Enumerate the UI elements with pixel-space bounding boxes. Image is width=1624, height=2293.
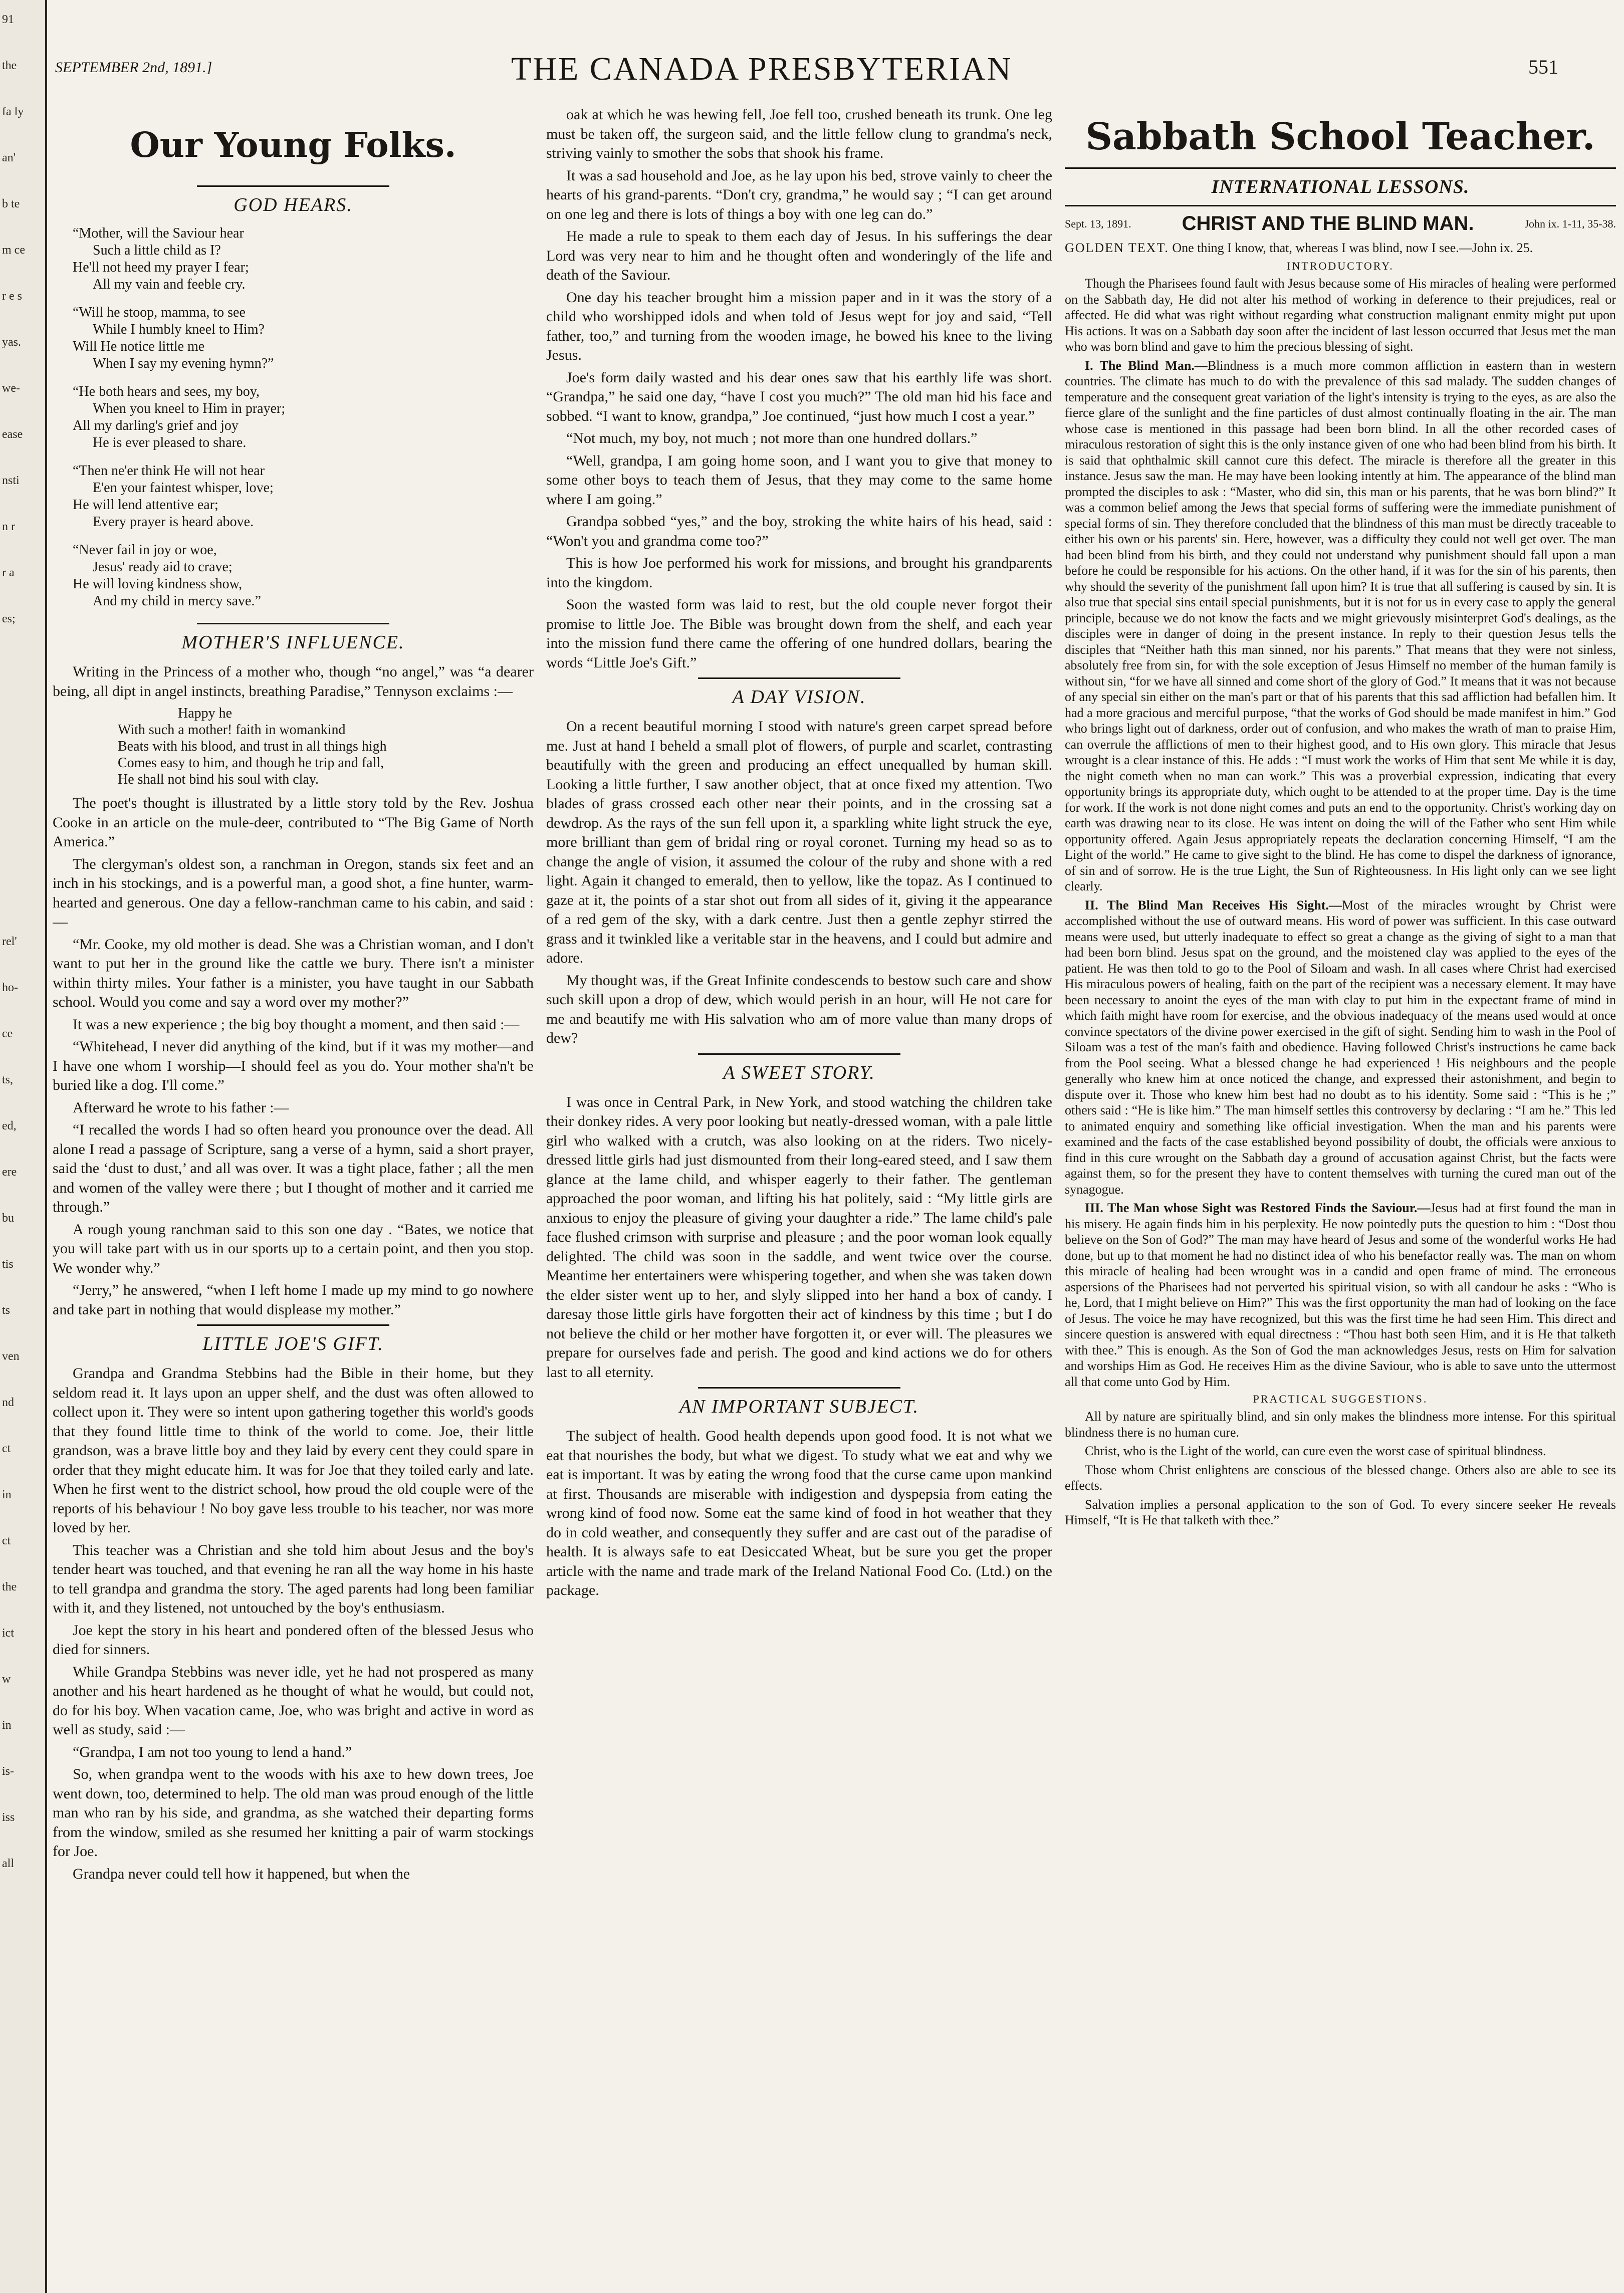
article-paragraph: On a recent beautiful morning I stood with nature's green carpet spread before me. Just at hand I beheld a small plot of flowers, of purple and scarlet, contrasting beautifully with the green and producing an effect unequalled by human skill. Looking a little further, I saw another object, that at once fixed my attention. Two blades of grass crossed each other near their points, and in the crossing sat a dewdrop. As the rays of the sun fell upon it, a sparkling white light struck the eye, more brilliant than gem of bridal ring or royal coronet. Turning my head so as to change the angle of vision, it assumed the colour of the ruby and shone with a red light. Again it changed to emerald, then to yellow, like the topaz. As I continued to gaze at it, the points of a star shot out from all sides of it, giving it the appearance of a red gem of the sky, with a dark centre. Just then a gentle zephyr stirred the grass and it twinkled like a veritable star in the heavens, and I could but admire and adore.	[546, 718, 1052, 966]
article-paragraph: I was once in Central Park, in New York, and stood watching the children take their donkey rides. A very poor looking but neatly-dressed woman, with a pale little girl who walked with a crutch, was also looking on at the riders. Two nicely-dressed little girls had just dismounted from their long-eared steed, and I saw them glance at the lame child, and whisper eagerly to their father. The gentleman approached the poor woman, and lifting his hat politely, said : “My little girls are anxious to enjoy the pleasure of giving your daughter a ride.” The lame child's pale face flushed crimson with surprise and pleasure ; and the poor woman look equally delighted. The child was soon in the saddle, and went twice over the course. Meantime her entertainers were whispering together, and when she was taken down the elder sister went up to her, and slyly slipped into her hand a box of candy. I daresay those little girls have forgotten their act of kindness by this time ; but I do not believe the child or her mother have forgotten it, or ever will. The pleasures we prepare for ourselves fade and perish. The good and kind actions we do for others last to all eternity.	[546, 1093, 1052, 1381]
article-paragraph: The subject of health. Good health depends upon good food. It is not what we eat that nourishes the body, but what we digest. To study what we eat and why we eat is important. It was by eating the wrong food that the curse came upon mankind at first. Thousands are miserable with indigestion and dyspepsia from eating the wrong kind of food now. Some eat the same kind of food in hot weather that they do in cold weather, and consequently they suffer and are cast out of the paradise of health. It is always safe to eat Desiccated Wheat, but be sure you get the proper article with the name and trade mark of the Ireland National Food Co. (Ltd.) on the package.	[546, 1428, 1052, 1598]
quote-line: Happy he	[178, 706, 233, 721]
article-paragraph: All by nature are spiritually blind, and sin only makes the blindness more intense. For this spiritual blindness there is no human cure.	[1065, 1409, 1616, 1440]
poem-title: GOD HEARS.	[234, 194, 353, 215]
adjacent-page-edge	[0, 0, 47, 2293]
lesson-section	[1065, 358, 1616, 894]
article-paragraph: One day his teacher brought him a mission paper and in it was the story of a child who worshipped idols and when told of Jesus wept for joy and said, “Tell father, too,” and turning from the wooden image, he bowed his knee to the living Jesus.	[546, 289, 1052, 363]
edge-text-fragment: rel'	[2, 935, 17, 948]
article-title-day-vision: A DAY VISION.	[732, 686, 866, 708]
edge-text-fragment: tis	[2, 1258, 14, 1271]
day-vision-body	[546, 717, 1052, 1048]
edge-text-fragment: ere	[2, 1166, 17, 1179]
article-paragraph: “Mr. Cooke, my old mother is dead. She was a Christian woman, and I don't want to put her in the ground like the cattle we bury. There isn't a minister within thirty miles. Your father is a minister, you have taught in our Sabbath school. Would you come and say a word over my mother?”	[53, 936, 534, 1010]
poem-line: “Mother, will the Saviour hear	[73, 225, 244, 241]
poem-line: “Never fail in joy or woe,	[73, 542, 217, 558]
article-paragraph: Joe kept the story in his heart and pondered often of the blessed Jesus who died for sinners.	[53, 1622, 534, 1658]
divider	[698, 1387, 900, 1389]
article-paragraph: Soon the wasted form was laid to rest, but the old couple never forgot their promise to little Joe. The Bible was brought down from the shelf, and each year into the mission fund there came the offering of one hundred dollars, bearing the words “Little Joe's Gift.”	[546, 596, 1052, 671]
lesson-section	[1065, 897, 1616, 1198]
poem-stanza	[73, 383, 534, 451]
edge-text-fragment: r e s	[2, 290, 22, 303]
article-paragraph: Christ, who is the Light of the world, can cure even the worst case of spiritual blindness.	[1085, 1444, 1546, 1458]
practical-suggestions-body	[1065, 1409, 1616, 1528]
column-right	[1065, 115, 1616, 2285]
article-paragraph: It was a sad household and Joe, as he lay upon his bed, strove vainly to cheer the hearts of his grand-parents. “Don't cry, grandma,” he would say ; “I can get around on one leg and there is lots of things a boy with one leg can do.”	[546, 167, 1052, 222]
sweet-story-body	[546, 1093, 1052, 1383]
lesson-section	[1065, 1200, 1616, 1390]
edge-text-fragment: all	[2, 1857, 14, 1870]
international-lessons-heading: INTERNATIONAL LESSONS.	[1211, 176, 1470, 197]
article-paragraph: “Well, grandpa, I am going home soon, and I want you to give that money to some other boys to teach them of Jesus, that they may come to the same home where I am going.”	[546, 452, 1052, 508]
edge-text-fragment: ease	[2, 428, 23, 441]
article-paragraph: “Grandpa, I am not too young to lend a hand.”	[73, 1743, 352, 1760]
poem-line: “Will he stoop, mamma, to see	[73, 305, 246, 320]
page-number: 551	[1528, 56, 1558, 78]
article-paragraph: This is how Joe performed his work for missions, and brought his grandparents into the kingdom.	[546, 555, 1052, 591]
article-paragraph: Joe's form daily wasted and his dear ones saw that his earthly life was short. “Grandpa,” he said one day, “have I cost you much?” The old man hid his face and sobbed. “I want to know, grandpa,” Joe continued, “just how much I cost a year.”	[546, 369, 1052, 424]
poem-line: When you kneel to Him in prayer;	[93, 401, 286, 416]
edge-text-fragment: the	[2, 59, 17, 72]
article-paragraph: A rough young ranchman said to this son one day . “Bates, we notice that you will take part with us in our sports up to a certain point, and then you stop. We wonder why.”	[53, 1221, 534, 1276]
edge-text-fragment: ho-	[2, 981, 18, 994]
edge-text-fragment: the	[2, 1580, 17, 1593]
golden-text-label: GOLDEN TEXT.	[1065, 241, 1169, 255]
quote-line: He shall not bind his soul with clay.	[118, 772, 319, 787]
poem-line: Will He notice little me	[73, 339, 205, 354]
poem-stanza	[73, 225, 534, 293]
edge-text-fragment: bu	[2, 1212, 14, 1225]
poem-line: While I humbly kneel to Him?	[93, 322, 265, 337]
introductory-label: INTRODUCTORY.	[1287, 260, 1394, 272]
edge-text-fragment: n r	[2, 520, 15, 533]
edge-text-fragment: ct	[2, 1442, 11, 1455]
divider	[698, 1053, 900, 1055]
divider	[1065, 167, 1616, 169]
golden-text	[1065, 240, 1616, 256]
quote-line: Beats with his blood, and trust in all things high	[118, 739, 387, 754]
lesson-section-text: Blindness is a much more common affliction in eastern than in western countries. The climate has much to do with the prevalence of this sad malady. The sudden changes of temperature and the consequent great variation of the light's intensity is trying to the eyes, as are also the fierce glare of the sunlight and the fine particles of dust almost continually floating in the air. The man whose case is mentioned in this passage had been born blind. In all the other recorded cases of miraculous restoration of sight this is the only instance given of one who had been blind from his birth. It is said that ophthalmic skill cannot cure this defect. The miracle is therefore all the greater in this instance. Jesus saw the man. He may have been looking intently at him. The appearance of the blind man prompted the disciples to ask : “Master, who did sin, this man or his parents, that he was born blind?” It was a common belief among the Jews that special forms of suffering were the immediate punishment of special forms of sin. They therefore concluded that the blindness of this man must be directly traceable to either his own or his parents' sin. Here, however, was a difficulty they could not well get over. The man had been blind from his birth, and they could not understand why punishment should fall upon a man before he could be responsible for his actions. On the other hand, if it was for the sin of his parents, then why should the severity of the punishment fall upon him? It is true that all suffering is caused by sin. It is also true that special sins entail special punishments, but it is not for us in every case to apply the general principle, because we do not know the facts and we might grievously misinterpret God's dealings, as the disciples were in danger of doing in the present instance. In reply to their question Jesus tells the disciples that “Neither hath this man sinned, nor his parents.” That means that they were not sinless, absolutely free from sin, for with the sole exception of Jesus Himself no member of the human family is without sin, “for we have all sinned and come short of the glory of God.” It means that it was not because of any special sin either on the man's part or that of his parents that this sad affliction had befallen him. It had a more gracious and merciful purpose, “that the works of God should be made manifest in him.” God who brings light out of darkness, order out of confusion, and who makes the wrath of man to praise Him, can overrule the afflictions of men to their highest good, and to His own glory. This miracle that Jesus wrought is a clear instance of this. He adds : “I must work the works of Him that sent Me while it is day, the night cometh when no man can work.” This was a proverbial expression, indicating that every opportunity brings its appropriate duty, which ought to be attended to at the proper time. Day is the time for work. If the work is not done night comes and puts an end to the opportunity. Christ's working day on earth was drawing near to its close. He was intent on doing the will of the Father who sent Him while opportunity offered. Again Jesus appropriately repeats the declaration concerning Himself, “I am the Light of the world.” He came to give sight to the blind. He has come to dispel the darkness of ignorance, of sin and of sorrow. He is the true Light, the Sun of Righteousness. In His light only can we see light clearly.	[1065, 358, 1616, 893]
article-paragraph: Writing in the Princess of a mother who, though “no angel,” was “a dearer being, all dipt in angel instincts, breathing Paradise,” Tennyson exclaims :—	[53, 663, 534, 700]
poem-stanza	[73, 463, 534, 531]
important-subject-body	[546, 1427, 1052, 1600]
column-left	[53, 115, 534, 2285]
article-title-sweet-story: A SWEET STORY.	[723, 1062, 875, 1083]
article-title-important-subject: AN IMPORTANT SUBJECT.	[679, 1396, 919, 1417]
introductory-paragraph: Though the Pharisees found fault with Jesus because some of His miracles of healing were performed on the Sabbath day, He did not alter his method of working in deference to their prejudices, real or affected. He did what was right without regarding what construction malignant enmity might put upon His actions. It was on a Sabbath day soon after the incident of last lesson occurred that Jesus met the man who was born blind and gave to him the precious blessing of sight.	[1065, 276, 1616, 354]
article-paragraph: The poet's thought is illustrated by a little story told by the Rev. Joshua Cooke in an article on the mule-deer, contributed to “The Big Game of North America.”	[53, 795, 534, 850]
edge-text-fragment: ts	[2, 1304, 11, 1317]
edge-text-fragment: ts,	[2, 1073, 14, 1086]
poem-line: All my vain and feeble cry.	[93, 277, 246, 292]
divider	[197, 185, 389, 187]
edge-text-fragment: m ce	[2, 244, 25, 257]
section-heading-young-folks: Our Young Folks.	[130, 125, 456, 165]
article-paragraph: “Jerry,” he answered, “when I left home I made up my mind to go nowhere and take part in nothing that would displease my mother.”	[53, 1282, 534, 1318]
edge-text-fragment: es;	[2, 612, 16, 625]
article-paragraph: He made a rule to speak to them each day of Jesus. In his sufferings the dear Lord was very near to him and he thought often and wonderingly of the life and death of the Saviour.	[546, 228, 1052, 283]
divider	[197, 1324, 389, 1326]
article-paragraph: This teacher was a Christian and she told him about Jesus and the boy's tender heart was touched, and that evening he ran all the way home in his haste to tell grandpa and grandma the story. The aged parents had long been familiar with it, and they listened, not untouched by the boy's enthusiasm.	[53, 1541, 534, 1616]
article-paragraph: While Grandpa Stebbins was never idle, yet he had not prospered as many another and his heart hardened as he thought of what he would, but could not, do for his boy. When vacation came, Joe, who was bright and active in word as well as study, said :—	[53, 1663, 534, 1738]
tennyson-quote	[118, 705, 534, 788]
poem-line: “Then ne'er think He will not hear	[73, 463, 265, 479]
article-paragraph: My thought was, if the Great Infinite condescends to bestow such care and show such skill upon a drop of dew, which would perish in an hour, will He not care for me and beautify me with His salvation who am of more value than many drops of dew?	[546, 972, 1052, 1046]
section-heading-sabbath-school: Sabbath School Teacher.	[1085, 115, 1595, 158]
quote-line: With such a mother! faith in womankind	[118, 722, 346, 738]
poem-line: All my darling's grief and joy	[73, 418, 239, 433]
edge-text-fragment: yas.	[2, 336, 21, 349]
lesson-section-text: Jesus had at first found the man in his misery. He again finds him in his perplexity. He now pointedly puts the question to him : “Dost thou believe on the Son of God?” The man may have heard of Jesus and some of the wonderful works He had done, but up to that moment he had no distinct idea of who his benefactor really was. The man on whom this miracle of healing had been wrought was in a candid and open frame of mind. The erroneous aspersions of the Pharisees had not perverted his spiritual vision, so with all candour he asks : “Who is he, Lord, that I might believe on Him?” This was the first opportunity the man had of looking on the face of Jesus. The voice he may have recognized, but this was the first time he had seen Him. This direct and sincere question is answered with equal directness : “Thou hast both seen Him, and it is He that talketh with thee.” This is enough. As the Son of God the man acknowledges Jesus, rests on Him for salvation and worships Him as God. He receives Him as the divine Saviour, who is able to save unto the uttermost all that come unto God by Him.	[1065, 1201, 1616, 1389]
edge-text-fragment: is-	[2, 1765, 14, 1778]
edge-text-fragment: ce	[2, 1027, 13, 1040]
divider	[197, 623, 389, 624]
article-title-little-joes-gift: LITTLE JOE'S GIFT.	[202, 1333, 384, 1354]
edge-text-fragment: w	[2, 1673, 11, 1686]
edge-text-fragment: b te	[2, 197, 20, 210]
poem-stanza	[73, 542, 534, 610]
poem-line: Every prayer is heard above.	[93, 514, 254, 530]
edge-text-fragment: in	[2, 1488, 12, 1501]
lesson-section-title: II. The Blind Man Receives His Sight.—	[1085, 897, 1342, 912]
article-paragraph: Grandpa and Grandma Stebbins had the Bible in their home, but they seldom read it. It lays upon an upper shelf, and the dust was often allowed to collect upon it. They were so intent upon gathering together this world's goods that they found little time to think of the world to come. Joe, their little grandson, was a brave little boy and they laid by every cent they could spare in order that they might educate him. It was for Joe that they toiled early and late. When he first went to the district school, how proud the old couple were of the reports of his behaviour ! No boy gave less trouble to his teacher, nor was more loved by her.	[53, 1365, 534, 1536]
little-joes-gift-continued	[546, 105, 1052, 672]
article-paragraph: “Not much, my boy, not much ; not more than one hundred dollars.”	[566, 430, 978, 446]
article-paragraph: Salvation implies a personal application to the son of God. To every sincere seeker He reveals Himself, “It is He that talketh with thee.”	[1065, 1497, 1616, 1527]
article-paragraph: “Whitehead, I never did anything of the kind, but if it was my mother—and I have one whom I worship—I should feel as you do. Your mother sha'n't be buried like a dog. I'll come.”	[53, 1038, 534, 1093]
poem-line: “He both hears and sees, my boy,	[73, 384, 260, 399]
article-paragraph: The clergyman's oldest son, a ranchman in Oregon, stands six feet and an inch in his stockings, and is a powerful man, a good shot, a fine hunter, warm-hearted and generous. One day a fellow-ranchman came to his cabin, and said :—	[53, 855, 534, 930]
golden-text-body: One thing I know, that, whereas I was blind, now I see.—John ix. 25.	[1172, 241, 1533, 255]
lesson-header	[1065, 212, 1616, 235]
edge-text-fragment: an'	[2, 151, 16, 164]
edge-text-fragment: r a	[2, 566, 15, 579]
divider	[698, 677, 900, 679]
article-paragraph: Grandpa sobbed “yes,” and the boy, stroking the white hairs of his head, said : “Won't you and grandma come too?”	[546, 513, 1052, 549]
article-paragraph: “I recalled the words I had so often heard you pronounce over the dead. All alone I read a passage of Scripture, sang a verse of a hymn, said a short prayer, said the ‘dust to dust,’ and all was over. It was a tight place, father ; all the men and women of the valley were there ; but I thought of mother and it carried me through.”	[53, 1121, 534, 1215]
lesson-date: Sept. 13, 1891.	[1065, 217, 1131, 230]
little-joes-gift-body	[53, 1364, 534, 1884]
article-paragraph: oak at which he was hewing fell, Joe fell too, crushed beneath its trunk. One leg must be taken off, the surgeon said, and the little fellow clung to grandma's neck, striving vainly to smother the sobs that shook his frame.	[546, 106, 1052, 161]
poem-line: He will loving kindness show,	[73, 576, 243, 592]
edge-text-fragment: fa ly	[2, 105, 24, 118]
poem-line: Jesus' ready aid to crave;	[93, 559, 233, 575]
divider	[1065, 205, 1616, 206]
edge-text-fragment: in	[2, 1719, 12, 1732]
edge-text-fragment: iss	[2, 1811, 15, 1824]
poem-line: When I say my evening hymn?”	[93, 356, 274, 371]
poem-line: He'll not heed my prayer I fear;	[73, 260, 249, 275]
poem-line: And my child in mercy save.”	[93, 593, 261, 609]
article-paragraph: Grandpa never could tell how it happened, but when the	[73, 1865, 410, 1882]
edge-text-fragment: ct	[2, 1534, 11, 1547]
mothers-influence-body	[53, 794, 534, 1319]
column-middle	[546, 105, 1052, 2285]
article-paragraph: Those whom Christ enlightens are conscious of the blessed change. Others also are able to see its effects.	[1065, 1462, 1616, 1493]
poem-line: Such a little child as I?	[93, 243, 221, 258]
newspaper-title: THE CANADA PRESBYTERIAN	[511, 51, 1013, 87]
article-paragraph: Afterward he wrote to his father :—	[73, 1099, 289, 1116]
article-paragraph: So, when grandpa went to the woods with his axe to hew down trees, Joe went down, too, determined to help. The old man was proud enough of the little man who ran by his side, and grandma, as she watched their departing forms from the window, smiled as she resumed her knitting a pair of warm stockings for Joe.	[53, 1766, 534, 1860]
edge-text-fragment: 91	[2, 13, 14, 26]
edge-text-fragment: ed,	[2, 1119, 17, 1132]
edge-text-fragment: we-	[2, 382, 20, 395]
lesson-section-title: I. The Blind Man.—	[1085, 358, 1208, 373]
practical-suggestions-label: PRACTICAL SUGGESTIONS.	[1253, 1393, 1428, 1405]
lesson-section-text: Most of the miracles wrought by Christ were accomplished without the use of outward means. His word of power was sufficient. In this case outward means were used, but utterly inadequate to effect so great a change as the giving of sight to a man that had been born blind. Jesus spat on the ground, and the moistened clay was applied to the eyes of the patient. He was then told to go to the Pool of Siloam and wash. In all cases where Christ had exercised His miraculous powers of healing, faith on the part of the recipient was a necessary element. It may have been necessary to anoint the eyes of the man with clay to put him in the expectant frame of mind in which faith might have room for exercise, and the obvious inadequacy of the means used would at once convince spectators of the divine power exercised in the gift of sight. Sending him to wash in the Pool of Siloam was a test of the man's faith and obedience. Having followed Christ's instructions he came back from the Pool seeing. What a blessed change he had experienced ! His neighbours and the people generally who knew him at once noticed the change, and expressed their astonishment, and begin to dispute over it. Those who knew him best had no doubt as to his identity. Some said : “This is he ;” others said : “He is like him.” The man himself settles this controversy by declaring : “I am he.” This led to animated enquiry and something like official investigation. When the man and his parents were examined and the facts of the case established beyond possibility of doubt, the officials were anxious to find in this cure wrought on the Sabbath day a ground of accusation against Christ, but the facts were against them, so for the present they have to content themselves with turning the cured man out of the synagogue.	[1065, 897, 1616, 1197]
poem-line: E'en your faintest whisper, love;	[93, 480, 274, 496]
edge-text-fragment: nd	[2, 1396, 14, 1409]
lesson-section-title: III. The Man whose Sight was Restored Finds the Saviour.—	[1085, 1201, 1431, 1215]
issue-date: SEPTEMBER 2nd, 1891.]	[55, 59, 212, 76]
article-title-mothers-influence: MOTHER'S INFLUENCE.	[181, 632, 405, 653]
edge-text-fragment: ven	[2, 1350, 20, 1363]
lesson-title: CHRIST AND THE BLIND MAN.	[1182, 212, 1474, 235]
quote-line: Comes easy to him, and though he trip and fall,	[118, 755, 384, 771]
edge-text-fragment: nsti	[2, 474, 20, 487]
lesson-reference: John ix. 1-11, 35-38.	[1524, 217, 1616, 230]
poem-god-hears	[73, 225, 534, 610]
poem-line: He will lend attentive ear;	[73, 497, 218, 513]
poem-line: He is ever pleased to share.	[93, 435, 247, 450]
poem-stanza	[73, 304, 534, 372]
edge-text-fragment: ict	[2, 1627, 14, 1640]
lesson-sections	[1065, 358, 1616, 1390]
article-paragraph: It was a new experience ; the big boy thought a moment, and then said :—	[73, 1016, 520, 1033]
